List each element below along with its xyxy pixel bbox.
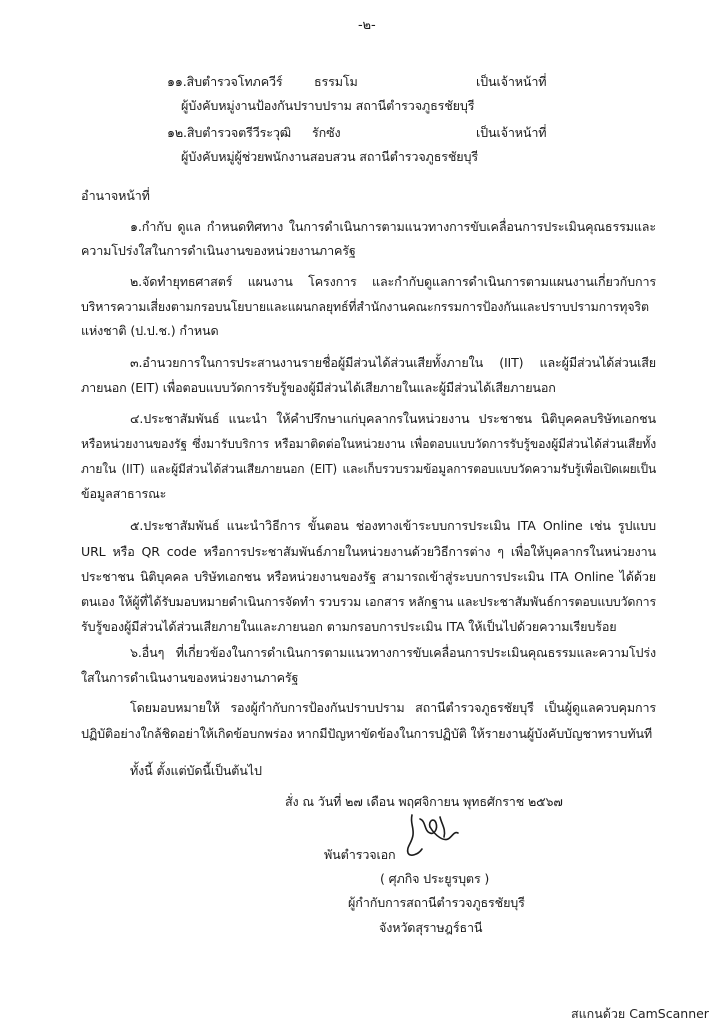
duty-3-line-1: ๓.อำนวยการในการประสานงานรายชื่อผู้มีส่วนได้ส่วนเสียทั้งภายใน (IIT) และผู้มีส่วนได้ส่วนเสีย [130, 355, 656, 370]
officer-12-surname: รักซัง [312, 125, 341, 140]
duty-5-line-4: ตนเอง ให้ผู้ที่ได้รับมอบหมายดำเนินการจัดทำ รวบรวม เอกสาร หลักฐาน และประชาสัมพันธ์การตอบแบบวัดการ [81, 594, 656, 609]
duty-4-line-4: ข้อมูลสาธารณะ [81, 486, 167, 501]
officer-11-surname: ธรรมโม [314, 74, 358, 89]
officer-11-rank-name: ๑๑.สิบตำรวจโทภควีร์ [167, 74, 283, 89]
assignment-line-2: ปฏิบัติอย่างใกล้ชิดอย่าให้เกิดข้อบกพร่อง หากมีปัญหาขัดข้องในการปฏิบัติ ให้รายงานผู้บังคับบัญชาทราบทันที [81, 726, 653, 741]
duty-2-line-2: บริหารความเสี่ยงตามกรอบนโยบายและแผนกลยุทธ์ที่สำนักงานคณะกรรมการป้องกันและปราบปรามการทุจริต [81, 299, 649, 314]
duty-2-line-1: ๒.จัดทำยุทธศาสตร์ แผนงาน โครงการ และกำกับดูแลการดำเนินการตามแผนงานเกี่ยวกับการ [130, 274, 656, 289]
duty-2-line-3: แห่งชาติ (ป.ป.ช.) กำหนด [81, 323, 219, 338]
officer-12-position: ผู้บังคับหมู่ผู้ช่วยพนักงานสอบสวน สถานีตำรวจภูธรชัยบุรี [181, 149, 478, 164]
duty-6-line-2: ใสในการดำเนินงานของหน่วยงานภาครัฐ [81, 670, 299, 685]
duty-5-line-2: URL หรือ QR code หรือการประชาสัมพันธ์ภายในหน่วยงานด้วยวิธีการต่าง ๆ เพื่อให้บุคลากรในหน่วยงาน [81, 544, 656, 559]
signature-stroke [440, 817, 445, 837]
signer-province: จังหวัดสุราษฎร์ธานี [379, 920, 483, 935]
duty-1-line-1: ๑.กำกับ ดูแล กำหนดทิศทาง ในการดำเนินการตามแนวทางการขับเคลื่อนการประเมินคุณธรรมและ [130, 219, 656, 234]
officer-12-role: เป็นเจ้าหน้าที่ [476, 125, 547, 140]
duty-1-line-2: ความโปร่งใสในการดำเนินงานของหน่วยงานภาครัฐ [81, 243, 356, 258]
duty-5-line-1: ๕.ประชาสัมพันธ์ แนะนำวิธีการ ขั้นตอน ช่องทางเข้าระบบการประเมิน ITA Online เช่น รูปแบบ [130, 518, 656, 533]
signature-stroke [420, 819, 437, 833]
duty-5-line-5: รับรู้ของผู้มีส่วนได้ส่วนเสียภายในและภายนอก ตามกรอบการประเมิน ITA ให้เป็นไปด้วยความเรียบร้อย [81, 619, 617, 634]
duty-4-line-1: ๔.ประชาสัมพันธ์ แนะนำ ให้คำปรึกษาแก่บุคลากรในหน่วยงาน ประชาชน นิติบุคคลบริษัทเอกชน [130, 411, 656, 426]
officer-11-position: ผู้บังคับหมู่งานป้องกันปราบปราม สถานีตำรวจภูธรชัยบุรี [181, 98, 475, 113]
duty-4-line-3: ภายใน (IIT) และผู้มีส่วนได้ส่วนเสียภายนอก (EIT) และเก็บรวบรวมข้อมูลการตอบแบบวัดความรับรู้เพื่อเปิดเผยเป็น [81, 462, 656, 476]
signature-stroke [408, 815, 422, 855]
duties-heading: อำนาจหน้าที่ [81, 188, 150, 203]
page-number: -๒- [358, 18, 376, 33]
duty-6-line-1: ๖.อื่นๆ ที่เกี่ยวข้องในการดำเนินการตามแนวทางการขับเคลื่อนการประเมินคุณธรรมและความโปร่ง [130, 645, 656, 660]
effective-clause: ทั้งนี้ ตั้งแต่บัดนี้เป็นต้นไป [130, 763, 262, 778]
camscanner-watermark: สแกนด้วย CamScanner [571, 1006, 709, 1021]
assignment-line-1: โดยมอบหมายให้ รองผู้กำกับการป้องกันปราบปราม สถานีตำรวจภูธรชัยบุรี เป็นผู้ดูแลควบคุมการ [130, 700, 656, 715]
signer-rank: พันตำรวจเอก [324, 847, 396, 862]
signer-name: ( ศุภกิจ ประยูรบุตร ) [380, 871, 490, 886]
signer-position: ผู้กำกับการสถานีตำรวจภูธรชัยบุรี [348, 895, 525, 910]
duty-5-line-3: ประชาชน นิติบุคคล บริษัทเอกชน หรือหน่วยงานของรัฐ สามารถเข้าสู่ระบบการประเมิน ITA Online ได้ด้วย [81, 569, 656, 584]
duty-4-line-2: หรือหน่วยงานของรัฐ ซึ่งมารับบริการ หรือมาติดต่อในหน่วยงาน เพื่อตอบแบบวัดการรับรู้ของผู้มีส่วนได้ส่วนเสียทั้ง [81, 437, 656, 451]
handwritten-signature [400, 811, 462, 859]
officer-12-rank-name: ๑๒.สิบตำรวจตรีวีระวุฒิ [167, 125, 292, 140]
order-date: สั่ง ณ วันที่ ๒๗ เดือน พฤศจิกายน พุทธศักราช ๒๕๖๗ [285, 794, 563, 809]
duty-3-line-2: ภายนอก (EIT) เพื่อตอบแบบวัดการรับรู้ของผู้มีส่วนได้เสียภายในและผู้มีส่วนได้เสียภายนอก [81, 380, 556, 395]
officer-11-role: เป็นเจ้าหน้าที่ [476, 74, 547, 89]
